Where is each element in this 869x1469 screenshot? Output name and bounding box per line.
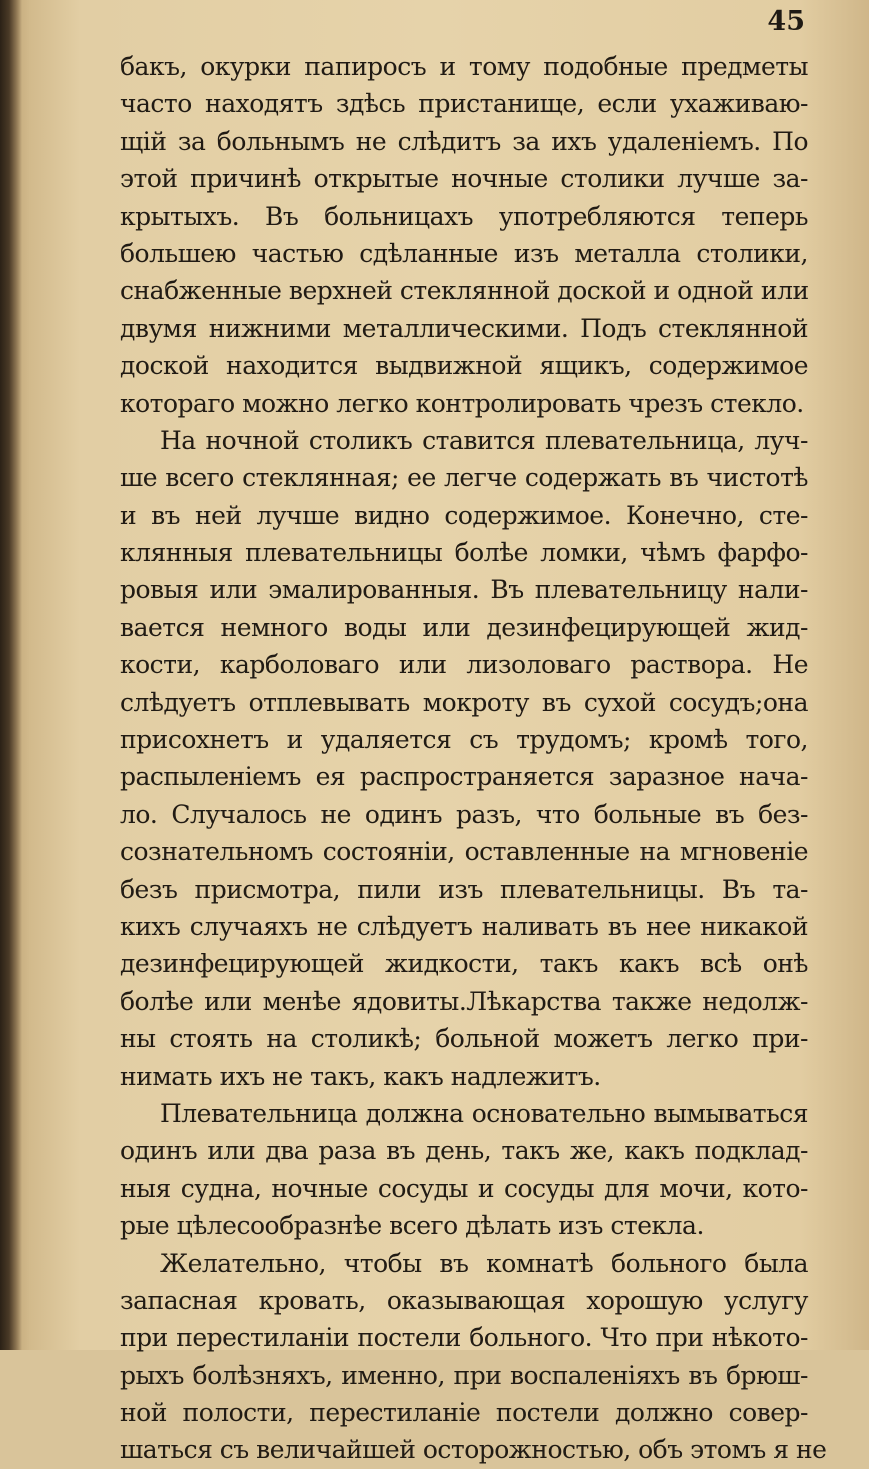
text-line: слѣдуетъ отплевывать мокроту въ сухой сосудъ;она (120, 687, 808, 717)
text-line: Плевательница должна основательно вымываться (160, 1098, 808, 1128)
text-line: шаться съ величайшей осторожностью, объ этомъ я не (120, 1435, 827, 1465)
text-line: при перестиланіи постели больного. Что при нѣкото- (120, 1323, 808, 1353)
text-line: кости, карболоваго или лизоловаго раствора. Не (120, 650, 808, 680)
text-line: клянныя плевательницы болѣе ломки, чѣмъ фарфо- (120, 538, 808, 568)
book-spine-shadow (0, 0, 22, 1350)
page-text-body (120, 48, 827, 1469)
text-line: дезинфецирующей жидкости, такъ какъ всѣ онѣ (120, 949, 808, 979)
text-line: запасная кровать, оказывающая хорошую услугу (120, 1285, 808, 1315)
text-line: ныя судна, ночные сосуды и сосуды для мочи, кото- (120, 1173, 808, 1203)
text-line: одинъ или два раза въ день, такъ же, какъ подклад- (120, 1136, 808, 1166)
text-line: и въ ней лучше видно содержимое. Конечно, сте- (120, 500, 808, 530)
text-line: нимать ихъ не такъ, какъ надлежитъ. (120, 1061, 601, 1091)
text-line: ной полости, перестиланіе постели должно совер- (120, 1398, 808, 1428)
text-line: присохнетъ и удаляется съ трудомъ; кромѣ того, (120, 725, 808, 755)
text-line: щій за больнымъ не слѣдитъ за ихъ удаленіемъ. По (120, 126, 808, 156)
text-line: ше всего стеклянная; ее легче содержать въ чистотѣ (120, 463, 808, 493)
text-line: крытыхъ. Въ больницахъ употребляются теперь (120, 201, 808, 231)
text-line: часто находятъ здѣсь пристанище, если ухаживаю- (120, 89, 808, 119)
text-line: На ночной столикъ ставится плевательница, луч- (160, 425, 808, 455)
page-number: 45 (767, 6, 805, 37)
text-line: безъ присмотра, пили изъ плевательницы. Въ та- (120, 874, 808, 904)
text-line: ровыя или эмалированныя. Въ плевательницу нали- (120, 575, 808, 605)
text-line: двумя нижними металлическими. Подъ стеклянной (120, 313, 808, 343)
text-line: доской находится выдвижной ящикъ, содержимое (120, 351, 808, 381)
text-line: большею частью сдѣланные изъ металла столики, (120, 238, 808, 268)
text-line: болѣе или менѣе ядовиты.Лѣкарства также недолж- (120, 986, 808, 1016)
text-line: распыленіемъ ея распространяется заразное нача- (120, 762, 808, 792)
text-line: рые цѣлесообразнѣе всего дѣлать изъ стекла. (120, 1211, 704, 1241)
text-line: Желательно, чтобы въ комнатѣ больного была (160, 1248, 808, 1278)
text-line: котораго можно легко контролировать чрезъ стекло. (120, 388, 804, 418)
text-line: снабженные верхней стеклянной доской и одной или (120, 276, 809, 306)
text-line: этой причинѣ открытые ночные столики лучше за- (120, 164, 808, 194)
text-line: ло. Случалось не одинъ разъ, что больные въ без- (120, 799, 808, 829)
text-line: ны стоять на столикѣ; больной можетъ легко при- (120, 1024, 808, 1054)
text-line: вается немного воды или дезинфецирующей жид- (120, 612, 808, 642)
text-line: рыхъ болѣзняхъ, именно, при воспаленіяхъ въ брюш- (120, 1360, 808, 1390)
text-line: бакъ, окурки папиросъ и тому подобные предметы (120, 52, 808, 81)
text-line: кихъ случаяхъ не слѣдуетъ наливать въ нее никакой (120, 911, 808, 941)
text-line: сознательномъ состояніи, оставленные на мгновеніе (120, 837, 808, 867)
